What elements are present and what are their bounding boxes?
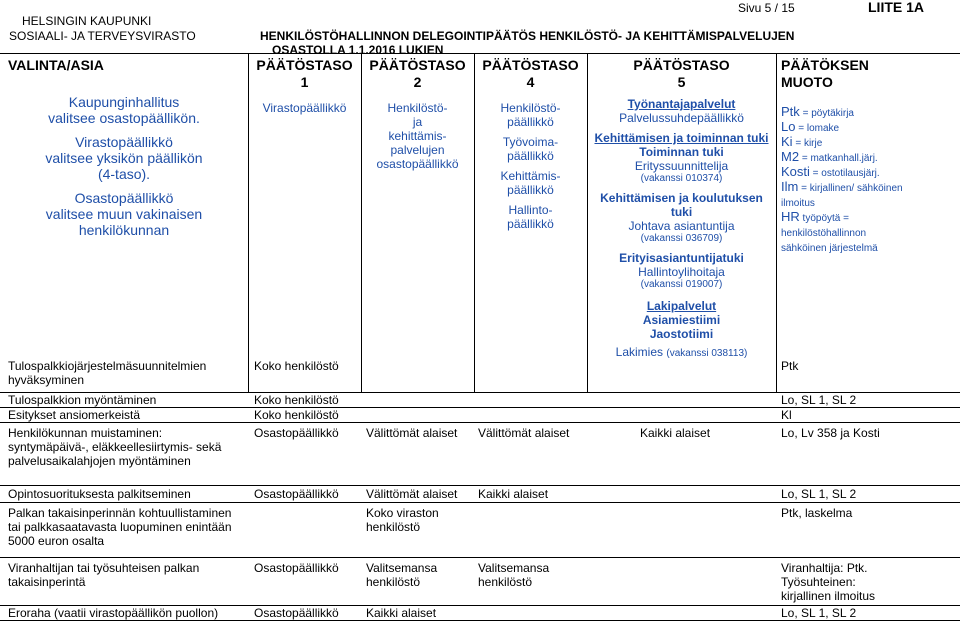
column-header-decision-form: PÄÄTÖKSEN MUOTO [781,57,869,90]
level-5-holders: Työnantajapalvelut Palvelussuhdepäällikkö Kehittämisen ja toiminnan tuki Toiminnan tuki Erityssuunnittelija (vakanssi 010374) Kehittämisen ja koulutuksen tuki Johtava asiantuntija (vakanssi 036709) Erityisasiantuntijatuki Hallintoylihoitaja (vakanssi 019007) Lakipalvelut Asiamiestiimi Jaostotiimi Lakimies (vakanssi 038113) [594,97,769,359]
row-4-level-1: Osastopäällikkö [254,426,339,440]
row-1-level-1: Koko henkilöstö [254,359,339,373]
row-4-form: Lo, Lv 358 ja Kosti [781,426,880,440]
row-4-level-2: Välittömät alaiset [366,426,458,440]
row-8-matter: Eroraha (vaatii virastopäällikön puollon) [8,606,219,620]
row-2-matter: Tulospalkkion myöntäminen [8,393,157,407]
row-5-form: Lo, SL 1, SL 2 [781,487,857,501]
row-8-level-1: Osastopäällikkö [254,606,339,620]
row-6-level-2: Koko viraston henkilöstö [366,506,439,534]
column-header-level-2: PÄÄTÖSTASO 2 [369,57,466,90]
row-8-form: Lo, SL 1, SL 2 [781,606,857,620]
row-3-form: Kl [781,408,792,422]
document-title: HENKILÖSTÖHALLINNON DELEGOINTIPÄÄTÖS HENKILÖSTÖ- JA KEHITTÄMISPALVELUJEN [260,29,795,43]
document-subtitle: OSASTOLLA 1.1.2016 LUKIEN [272,43,444,57]
abbreviation-legend: Ptk = pöytäkirja Lo = lomake Ki = kirje M2 = matkanhall.järj. Kosti = ostotilausjärj. Ilm = kirjallinen/ sähköinen ilmoitus HR työpöytä = henkilöstöhallinnon sähköinen järjestelmä [781,104,903,254]
row-divider [0,422,960,423]
row-7-level-4: Valitsemansa henkilöstö [478,561,550,589]
row-1-matter: Tulospalkkiojärjestelmäsuunnitelmien hyväksyminen [8,359,207,387]
intro-text: Kaupunginhallitus valitsee osastopäällikön. Virastopäällikkö valitsee yksikön päällikön (4-taso). Osastopäällikkö valitsee muun vakinaisen henkilökunnan [45,94,203,238]
row-divider [0,485,960,486]
row-8-level-2: Kaikki alaiset [366,606,437,620]
row-3-level-1: Koko henkilöstö [254,408,339,422]
level-2-holder: Henkilöstö- ja kehittämis- palvelujen osastopäällikkö [376,101,459,171]
row-4-level-5: Kaikki alaiset [640,426,711,440]
row-5-matter: Opintosuorituksesta palkitseminen [8,487,191,501]
row-divider [0,557,960,558]
row-divider [0,407,960,408]
column-header-level-1: PÄÄTÖSTASO 1 [256,57,353,90]
org-department: SOSIAALI- JA TERVEYSVIRASTO [9,29,196,43]
row-6-form: Ptk, laskelma [781,506,853,520]
table-top-border [0,53,960,54]
row-5-level-2: Välittömät alaiset [366,487,458,501]
row-6-matter: Palkan takaisinperinnän kohtuullistaminen tai palkkasaatavasta luopuminen enintään 5000 euron osalta [8,506,232,548]
row-7-form: Viranhaltija: Ptk. Työsuhteinen: kirjallinen ilmoitus [781,561,876,603]
row-2-form: Lo, SL 1, SL 2 [781,393,857,407]
row-4-level-4: Välittömät alaiset [478,426,570,440]
row-divider [0,502,960,503]
column-header-valinta: VALINTA/ASIA [8,57,104,73]
level-4-holders: Henkilöstö- päällikkö Työvoima- päällikkö Kehittämis- päällikkö Hallinto- päällikkö [500,101,561,231]
column-header-level-4: PÄÄTÖSTASO 4 [482,57,579,90]
row-1-form: Ptk [781,359,799,373]
row-7-matter: Viranhaltijan tai työsuhteisen palkan takaisinperintä [8,561,200,589]
appendix-label: LIITE 1A [868,0,925,15]
org-name: HELSINGIN KAUPUNKI [22,14,152,28]
row-4-matter: Henkilökunnan muistaminen: syntymäpäivä-, eläkkeellesiirtymis- sekä palvelusaikalahjojen myöntäminen [8,426,222,468]
row-5-level-1: Osastopäällikkö [254,487,339,501]
level-1-holder: Virastopäällikkö [262,101,347,115]
column-header-level-5: PÄÄTÖSTASO 5 [633,57,730,90]
column-divider [776,53,777,393]
row-2-level-1: Koko henkilöstö [254,393,339,407]
page-number: Sivu 5 / 15 [738,1,795,15]
row-7-level-1: Osastopäällikkö [254,561,339,575]
row-3-matter: Esitykset ansiomerkeistä [8,408,141,422]
row-7-level-2: Valitsemansa henkilöstö [366,561,438,589]
row-5-level-4: Kaikki alaiset [478,487,549,501]
